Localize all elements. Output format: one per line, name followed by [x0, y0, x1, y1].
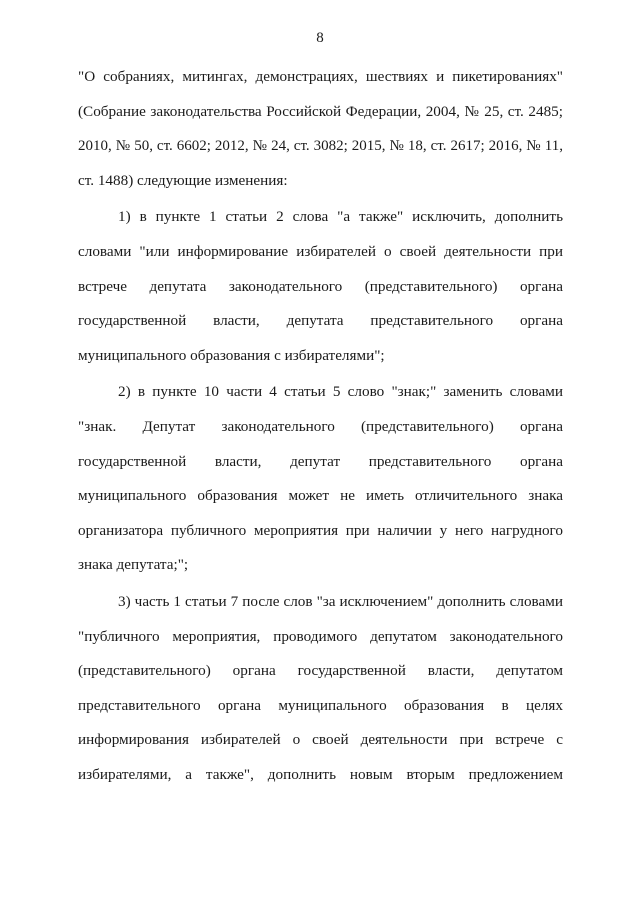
text-line: "знак. Депутат законодательного (представительного) органа [78, 417, 563, 435]
document-body [78, 60, 563, 792]
text-line: 2010, № 50, ст. 6602; 2012, № 24, ст. 3082; 2015, № 18, ст. 2617; 2016, № 11, [78, 138, 563, 155]
text-line: государственной власти, депутата представительного органа [78, 312, 563, 330]
text-line: представительного органа муниципального образования в целях [78, 696, 563, 714]
text-line: "публичного мероприятия, проводимого депутатом законодательного [78, 627, 563, 645]
text-line: избирателями, а также", дополнить новым вторым предложением [78, 765, 563, 783]
text-line: информирования избирателей о своей деятельности при встрече с [78, 731, 563, 749]
text-line: 1) в пункте 1 статьи 2 слова "а также" исключить, дополнить [118, 208, 563, 226]
text-line: словами "или информирование избирателей о своей деятельности при [78, 242, 563, 260]
text-line: муниципального образования с избирателями"; [78, 346, 385, 364]
paragraph-item-2 [78, 375, 563, 583]
text-line: ст. 1488) следующие изменения: [78, 171, 288, 189]
text-line: организатора публичного мероприятия при наличии у него нагрудного [78, 521, 563, 539]
text-line: (Собрание законодательства Российской Федерации, 2004, № 25, ст. 2485; [78, 102, 563, 120]
text-line: знака депутата;"; [78, 556, 189, 574]
text-line: "О собраниях, митингах, демонстрациях, шествиях и пикетированиях" [78, 68, 563, 85]
text-line: муниципального образования может не иметь отличительного знака [78, 487, 563, 505]
paragraph-item-3 [78, 585, 563, 793]
paragraph-item-1 [78, 200, 563, 373]
text-line: государственной власти, депутат представительного органа [78, 452, 563, 470]
text-line: 3) часть 1 статьи 7 после слов "за исключением" дополнить словами [118, 592, 563, 610]
text-line: (представительного) органа государственной власти, депутатом [78, 662, 563, 680]
text-line: встрече депутата законодательного (представительного) органа [78, 277, 563, 295]
paragraph-intro [78, 60, 563, 198]
text-line: 2) в пункте 10 части 4 статьи 5 слово "знак;" заменить словами [118, 383, 563, 401]
page-number: 8 [316, 30, 324, 46]
